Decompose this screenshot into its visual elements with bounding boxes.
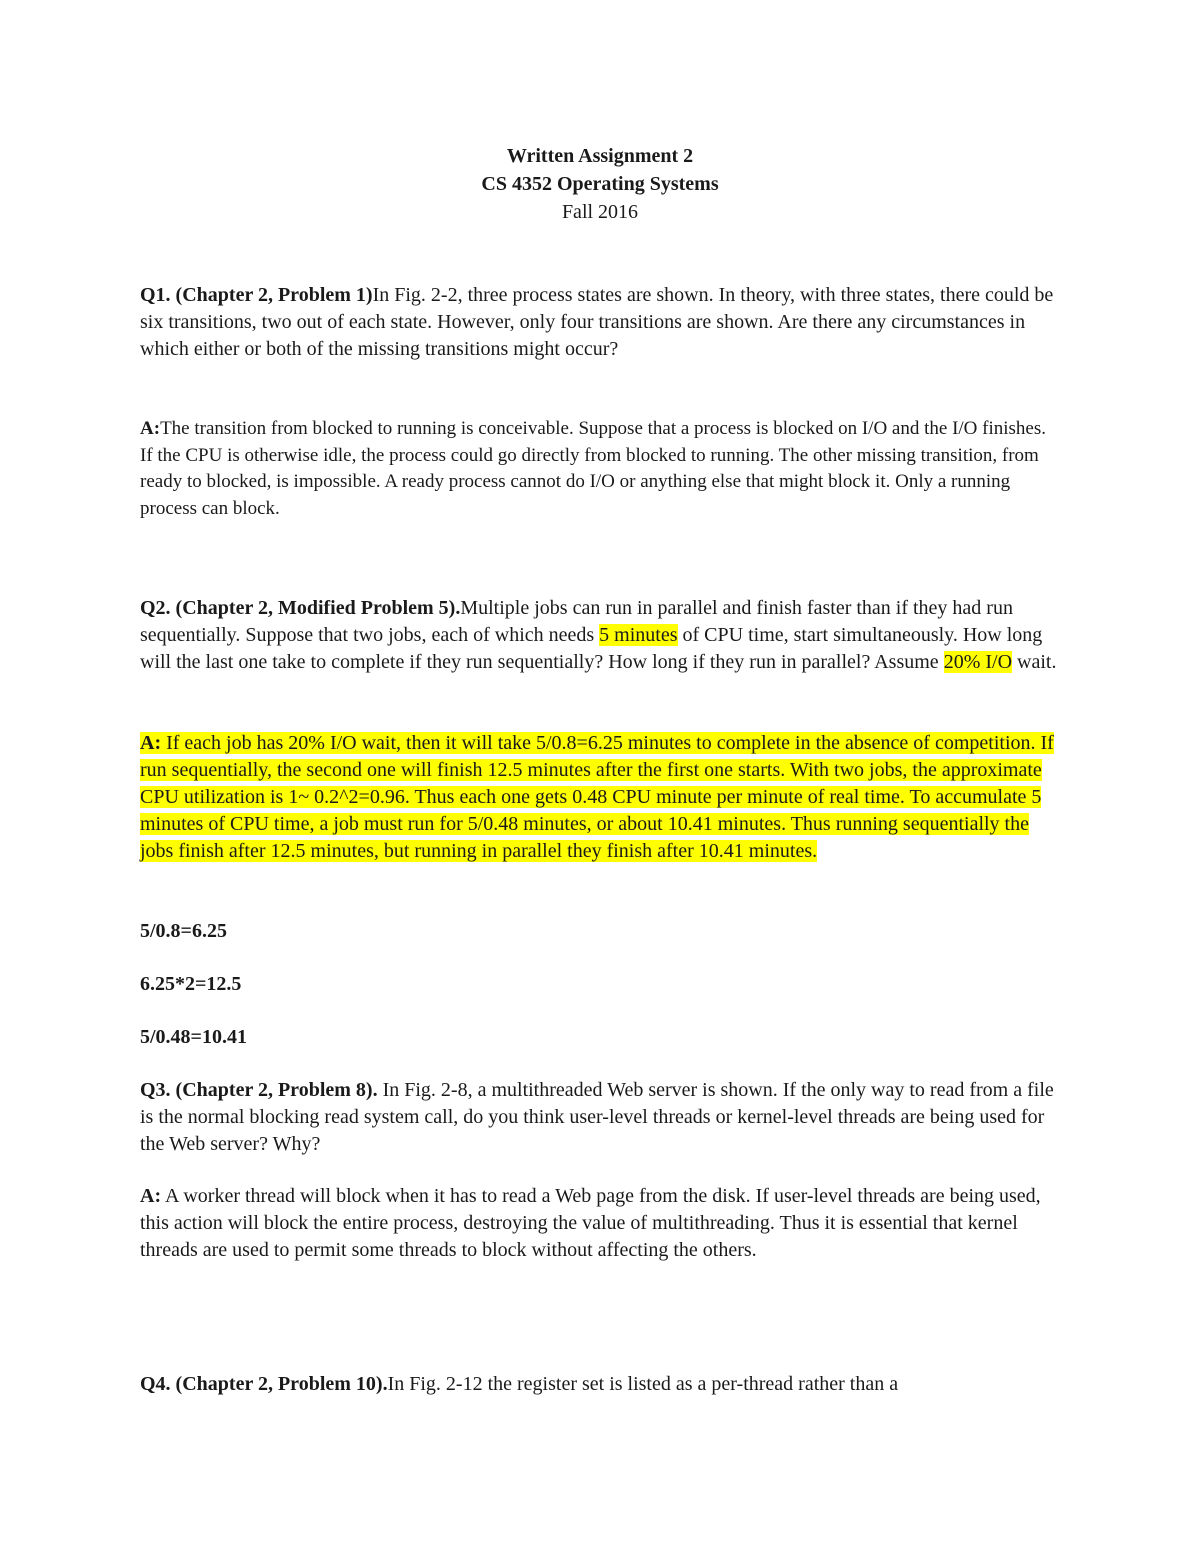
question-1 [140, 282, 1060, 363]
assignment-title: Written Assignment 2 [506, 145, 694, 167]
question-2-text-part-1: Multiple jobs can run in parallel and finish faster than if they had run sequentially. Suppose that two jobs, each of which needs [140, 597, 1013, 646]
answer-2-text: If each job has 20% I/O wait, then it will take 5/0.8=6.25 minutes to complete in the absence of competition. If run sequentially, the second one will finish 12.5 minutes after the first one starts. With two jobs, the approximate CPU utilization is 1~ 0.2^2=0.96. Thus each one gets 0.48 CPU minute per minute of real time. To accumulate 5 minutes of CPU time, a job must run for 5/0.48 minutes, or about 10.41 minutes. Thus running sequentially the jobs finish after 12.5 minutes, but running in parallel they finish after 10.41 minutes. [140, 732, 1054, 862]
question-2 [140, 595, 1060, 676]
answer-1 [140, 416, 1060, 522]
question-1-label: Q1. (Chapter 2, Problem 1) [140, 284, 373, 306]
calculation-line-1: 5/0.8=6.25 [140, 920, 227, 942]
answer-1-label: A: [140, 418, 161, 439]
document-header [0, 142, 1200, 226]
question-2-highlight-minutes: 5 minutes [599, 624, 678, 646]
term: Fall 2016 [561, 201, 639, 223]
course-title: CS 4352 Operating Systems [481, 173, 719, 195]
question-4-text: In Fig. 2-12 the register set is listed as a per-thread rather than a [387, 1373, 899, 1395]
answer-3 [140, 1183, 1060, 1264]
question-3-text: In Fig. 2-8, a multithreaded Web server is shown. If the only way to read from a file is the normal blocking read system call, do you think user-level threads or kernel-level threads are being used for the Web server? Why? [140, 1079, 1054, 1155]
calculation-line-2: 6.25*2=12.5 [140, 973, 242, 995]
question-4-label: Q4. (Chapter 2, Problem 10). [140, 1373, 388, 1395]
answer-3-text: A worker thread will block when it has to read a Web page from the disk. If user-level threads are being used, this action will block the entire process, destroying the value of multithreading. Thus it is essential that kernel threads are used to permit some threads to block without affecting the others. [140, 1185, 1041, 1261]
calculation-line-3: 5/0.48=10.41 [140, 1026, 247, 1048]
answer-2 [140, 730, 1060, 865]
question-3 [140, 1077, 1060, 1158]
answer-3-label: A: [140, 1185, 162, 1207]
question-1-text: In Fig. 2-2, three process states are shown. In theory, with three states, there could be six transitions, two out of each state. However, only four transitions are shown. Are there any circumstances in which either or both of the missing transitions might occur? [140, 284, 1054, 360]
question-4 [140, 1371, 1060, 1398]
answer-1-text: The transition from blocked to running is conceivable. Suppose that a process is blocked on I/O and the I/O finishes. If the CPU is otherwise idle, the process could go directly from blocked to running. The other missing transition, from ready to blocked, is impossible. A ready process cannot do I/O or anything else that might block it. Only a running process can block. [140, 418, 1047, 519]
question-2-text-part-2: of CPU time, start simultaneously. How long will the last one take to complete if they run sequentially? How long if they run in parallel? Assume [140, 624, 1043, 673]
question-2-label: Q2. (Chapter 2, Modified Problem 5). [140, 597, 461, 619]
question-3-label: Q3. (Chapter 2, Problem 8). [140, 1079, 378, 1101]
question-2-highlight-io: 20% I/O [943, 651, 1013, 673]
question-2-text-part-3: wait. [1012, 651, 1057, 673]
answer-2-label: A: [140, 732, 162, 754]
